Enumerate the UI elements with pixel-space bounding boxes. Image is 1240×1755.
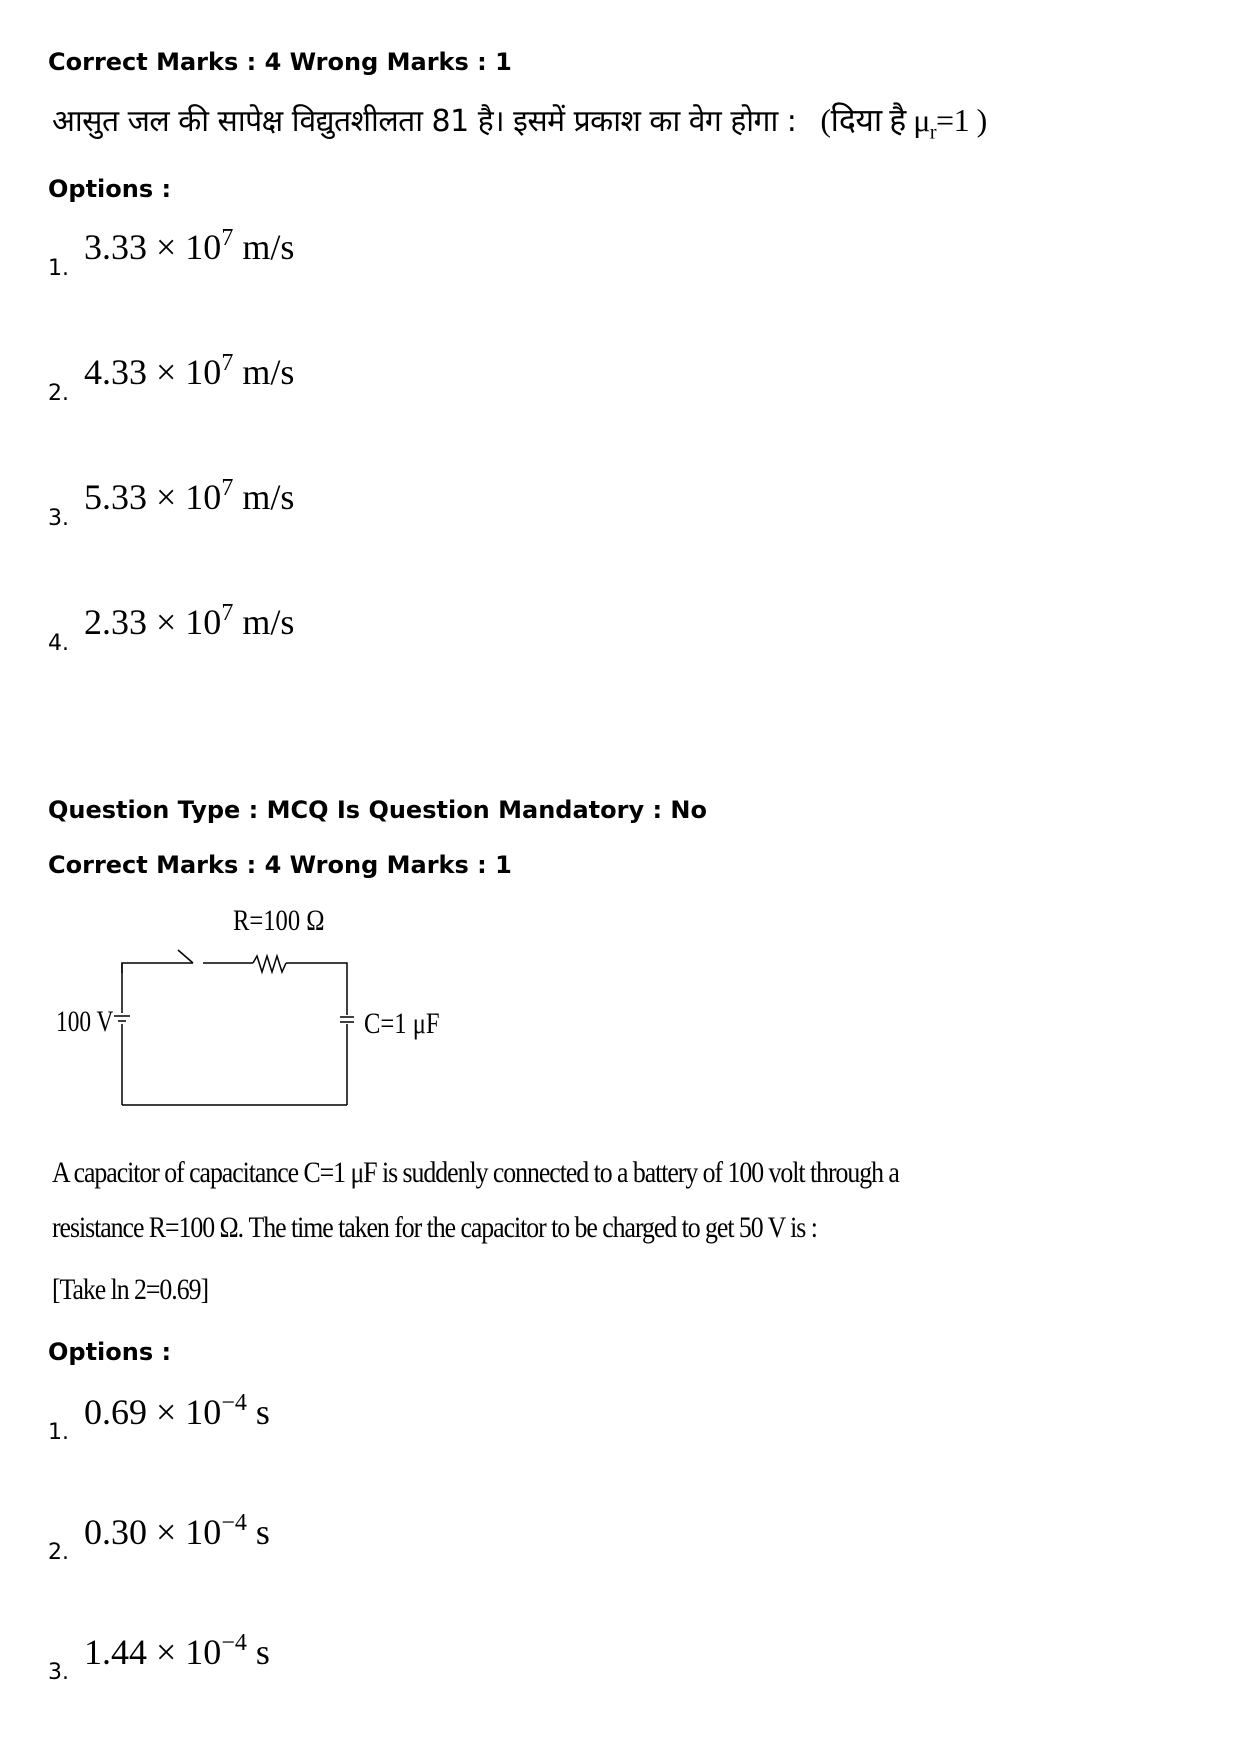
q1-option-3-value[interactable] — [84, 477, 294, 517]
rc-circuit-diagram — [48, 900, 468, 1130]
q2-option-1-mantissa: 0.69 — [84, 1392, 147, 1432]
q1-given-end: =1 ) — [936, 102, 987, 138]
q1-option-2-value[interactable] — [84, 352, 294, 392]
q2-paragraph-line-3: [Take ln 2=0.69] — [52, 1273, 209, 1306]
q1-option-2-mantissa: 4.33 — [84, 352, 147, 392]
q2-option-3-exp: −4 — [221, 1630, 247, 1656]
q1-option-4-exp: 7 — [221, 600, 234, 626]
q1-option-4-mantissa: 2.33 — [84, 602, 147, 642]
q2-option-2-value[interactable] — [84, 1512, 270, 1552]
q2-option-2-exp: −4 — [221, 1510, 247, 1536]
q2-option-3-value[interactable] — [84, 1632, 270, 1672]
q1-option-4-unit: m/s — [233, 602, 295, 642]
q2-option-3-number: 3. — [48, 1660, 69, 1685]
q1-option-1-value[interactable] — [84, 227, 294, 267]
q2-option-3-mantissa: 1.44 — [84, 1632, 147, 1672]
q1-option-2-unit: m/s — [233, 352, 295, 392]
q2-option-2-times: × 10 — [147, 1512, 222, 1552]
q2-option-3-times: × 10 — [147, 1632, 222, 1672]
q1-options-label: Options : — [48, 175, 172, 203]
q2-type-line: Question Type : MCQ Is Question Mandatory : No — [48, 796, 707, 824]
q1-question-main: आसुत जल की सापेक्ष विद्युतशीलता 81 है। इसमें प्रकाश का वेग होगा : — [52, 104, 797, 139]
q1-option-3-exp: 7 — [221, 475, 234, 501]
q2-option-1-times: × 10 — [147, 1392, 222, 1432]
capacitor-label: C=1 μF — [364, 1006, 440, 1040]
q2-option-1-exp: −4 — [221, 1390, 247, 1416]
q1-option-2-times: × 10 — [147, 352, 222, 392]
q2-option-3-unit: s — [246, 1632, 270, 1672]
q1-option-4-times: × 10 — [147, 602, 222, 642]
q1-given-sub: r — [929, 121, 937, 144]
q2-option-2-number: 2. — [48, 1540, 69, 1565]
q1-option-1-times: × 10 — [147, 227, 222, 267]
switch — [178, 950, 193, 963]
q2-paragraph-line-1: A capacitor of capacitance C=1 μF is suddenly connected to a battery of 100 volt through a — [52, 1156, 899, 1189]
q2-option-1-unit: s — [246, 1392, 270, 1432]
wire-top-right — [286, 963, 347, 1015]
q2-option-2-mantissa: 0.30 — [84, 1512, 147, 1552]
q2-options-label: Options : — [48, 1338, 172, 1366]
q1-option-4-value[interactable] — [84, 602, 294, 642]
resistor-symbol — [253, 956, 286, 972]
q2-option-1-value[interactable] — [84, 1392, 270, 1432]
q2-marks: Correct Marks : 4 Wrong Marks : 1 — [48, 851, 512, 879]
resistor-label: R=100 Ω — [233, 903, 325, 937]
q1-option-4-number: 4. — [48, 631, 69, 656]
q1-marks: Correct Marks : 4 Wrong Marks : 1 — [48, 48, 512, 76]
wire-top-left — [122, 963, 193, 973]
q1-option-3-number: 3. — [48, 506, 69, 531]
battery-label: 100 V — [56, 1004, 114, 1038]
q1-option-3-times: × 10 — [147, 477, 222, 517]
q1-question-text — [52, 100, 987, 152]
q1-option-1-exp: 7 — [221, 225, 234, 251]
q1-given-prefix: (दिया है μ — [820, 102, 930, 138]
q2-option-1-number: 1. — [48, 1420, 69, 1445]
q2-paragraph-line-2: resistance R=100 Ω. The time taken for the capacitor to be charged to get 50 V is : — [52, 1211, 817, 1244]
q1-option-1-number: 1. — [48, 256, 69, 281]
q1-option-3-mantissa: 5.33 — [84, 477, 147, 517]
q1-option-2-exp: 7 — [221, 350, 234, 376]
q1-option-2-number: 2. — [48, 381, 69, 406]
q1-question-given — [805, 102, 987, 144]
q1-option-1-mantissa: 3.33 — [84, 227, 147, 267]
q1-option-3-unit: m/s — [233, 477, 295, 517]
q2-option-2-unit: s — [246, 1512, 270, 1552]
q1-option-1-unit: m/s — [233, 227, 295, 267]
